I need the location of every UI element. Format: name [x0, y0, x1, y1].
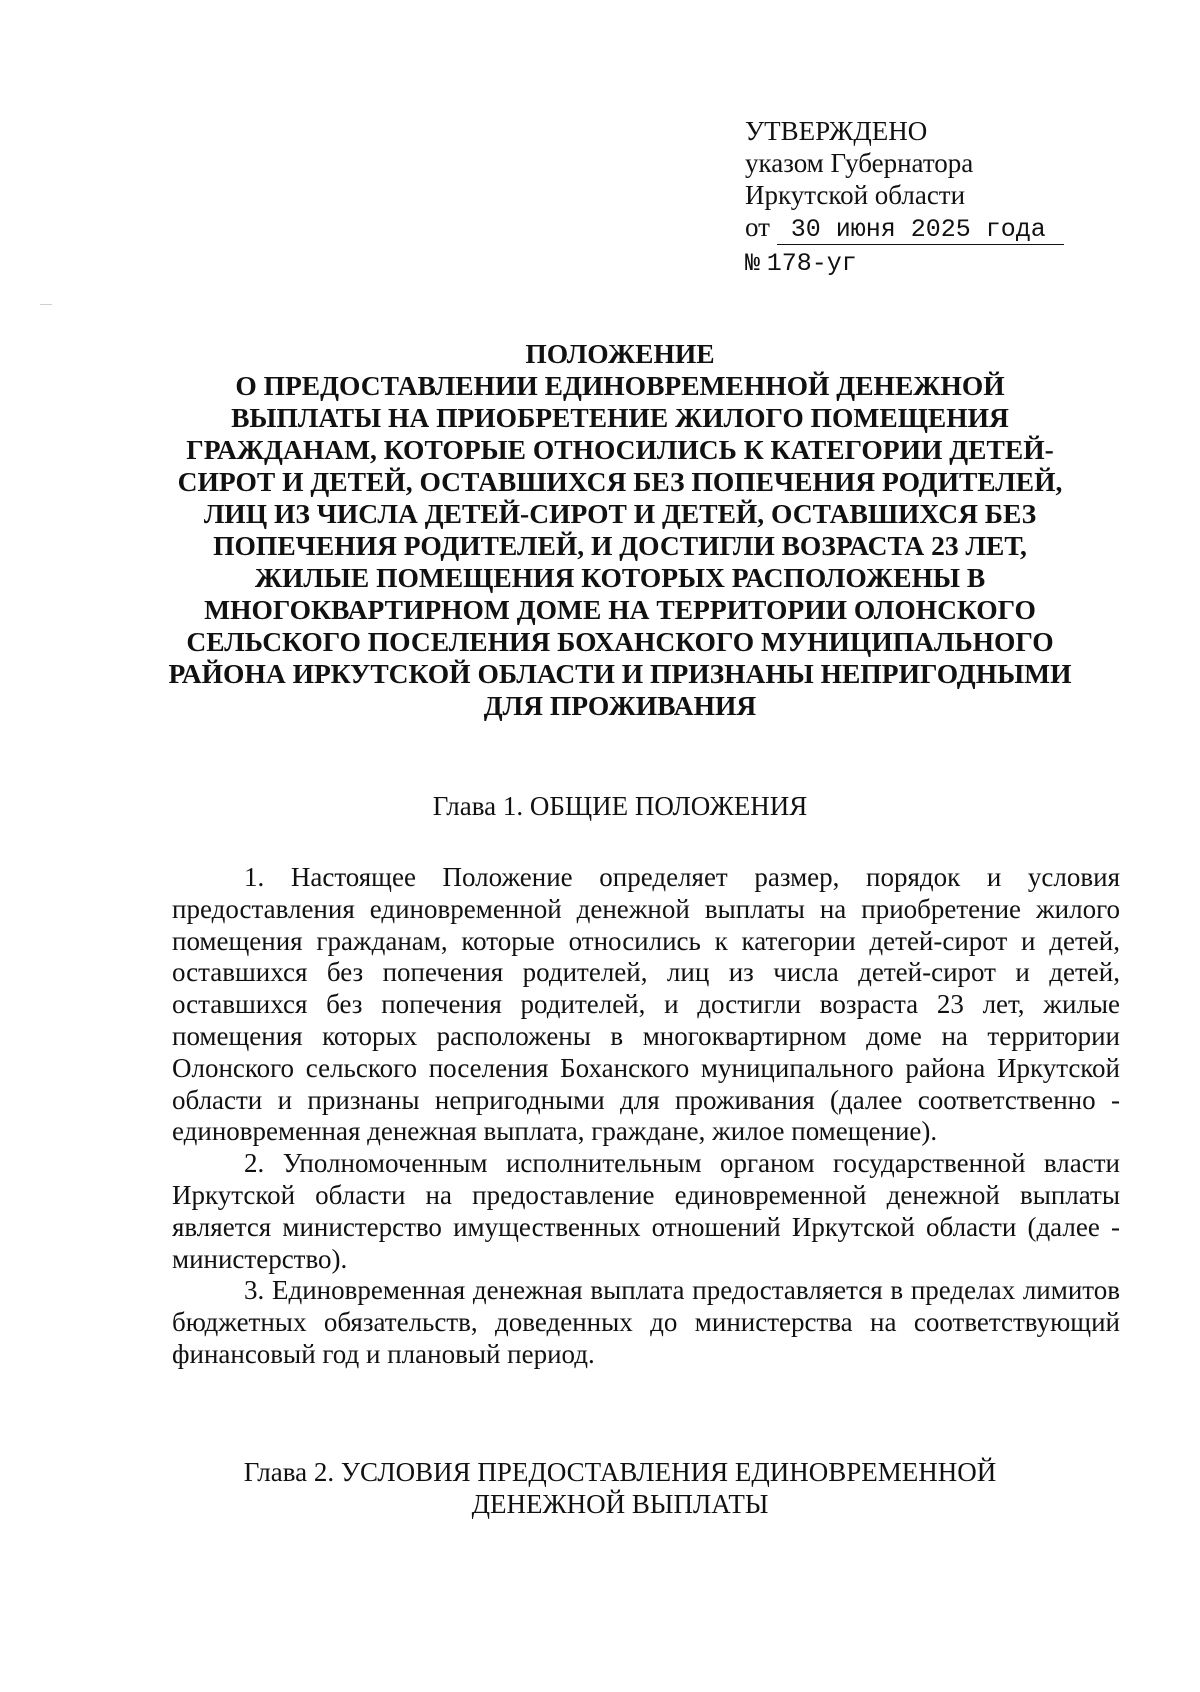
paragraph-3: 3. Единовременная денежная выплата предоставляется в пределах лимитов бюджетных обязательств, доведенных до министерства на соответствующий финансовый год и плановый период. — [172, 1275, 1120, 1369]
approval-number: 178-уг — [766, 249, 857, 278]
approval-stamp: УТВЕРЖДЕНО — [745, 116, 928, 146]
chapter-2-heading-line: Глава 2. УСЛОВИЯ ПРЕДОСТАВЛЕНИЯ ЕДИНОВРЕМЕННОЙ — [243, 1457, 997, 1487]
approval-date-prefix: от — [745, 212, 770, 242]
title-line: ГРАЖДАНАМ, КОТОРЫЕ ОТНОСИЛИСЬ К КАТЕГОРИИ ДЕТЕЙ- — [186, 434, 1054, 465]
approval-decree: указом Губернатора — [745, 148, 974, 178]
title-line: МНОГОКВАРТИРНОМ ДОМЕ НА ТЕРРИТОРИИ ОЛОНСКОГО — [204, 594, 1036, 625]
title-line: ЖИЛЫЕ ПОМЕЩЕНИЯ КОТОРЫХ РАСПОЛОЖЕНЫ В — [254, 562, 986, 593]
approval-number-label: № — [745, 249, 761, 278]
title-line: О ПРЕДОСТАВЛЕНИИ ЕДИНОВРЕМЕННОЙ ДЕНЕЖНОЙ — [235, 370, 1005, 401]
title-line: ВЫПЛАТЫ НА ПРИОБРЕТЕНИЕ ЖИЛОГО ПОМЕЩЕНИЯ — [231, 402, 1009, 433]
approval-number-line — [745, 245, 1105, 280]
chapter-1-body — [172, 862, 1120, 1371]
paragraph-2: 2. Уполномоченным исполнительным органом государственной власти Иркутской области на предоставление единовременной денежной выплаты является министерство имущественных отношений Иркутской области (далее - министерство). — [172, 1148, 1120, 1274]
chapter-2-heading — [150, 1456, 1090, 1520]
approval-date-line — [745, 211, 1105, 245]
title-line: ПОЛОЖЕНИЕ — [525, 338, 715, 369]
chapter-2-heading-line: ДЕНЕЖНОЙ ВЫПЛАТЫ — [471, 1489, 769, 1519]
title-line: РАЙОНА ИРКУТСКОЙ ОБЛАСТИ И ПРИЗНАНЫ НЕПРИГОДНЫМИ — [168, 658, 1072, 689]
chapter-1-heading: Глава 1. ОБЩИЕ ПОЛОЖЕНИЯ — [432, 791, 808, 821]
document-title — [150, 338, 1090, 722]
paragraph-1: 1. Настоящее Положение определяет размер, порядок и условия предоставления единовременной денежной выплаты на приобретение жилого помещения гражданам, которые относились к категории детей-сирот и детей, оставшихся без попечения родителей, лиц из числа детей-сирот и детей, оставшихся без попечения родителей, и достигли возраста 23 лет, жилые помещения которых расположены в многоквартирном доме на территории Олонского сельского поселения Боханского муниципального района Иркутской области и признаны непригодными для проживания (далее соответственно - единовременная денежная выплата, граждане, жилое помещение). — [172, 862, 1120, 1147]
scan-margin-mark — [40, 304, 52, 305]
approval-region: Иркутской области — [745, 180, 966, 210]
approval-date: 30 июня 2025 года — [777, 216, 1064, 245]
title-line: СЕЛЬСКОГО ПОСЕЛЕНИЯ БОХАНСКОГО МУНИЦИПАЛЬНОГО — [186, 626, 1054, 657]
title-line: ДЛЯ ПРОЖИВАНИЯ — [483, 690, 757, 721]
approval-block — [745, 115, 1105, 280]
title-line: СИРОТ И ДЕТЕЙ, ОСТАВШИХСЯ БЕЗ ПОПЕЧЕНИЯ РОДИТЕЛЕЙ, — [177, 466, 1063, 497]
title-line: ЛИЦ ИЗ ЧИСЛА ДЕТЕЙ-СИРОТ И ДЕТЕЙ, ОСТАВШИХСЯ БЕЗ — [203, 498, 1037, 529]
title-line: ПОПЕЧЕНИЯ РОДИТЕЛЕЙ, И ДОСТИГЛИ ВОЗРАСТА 23 ЛЕТ, — [213, 530, 1027, 561]
